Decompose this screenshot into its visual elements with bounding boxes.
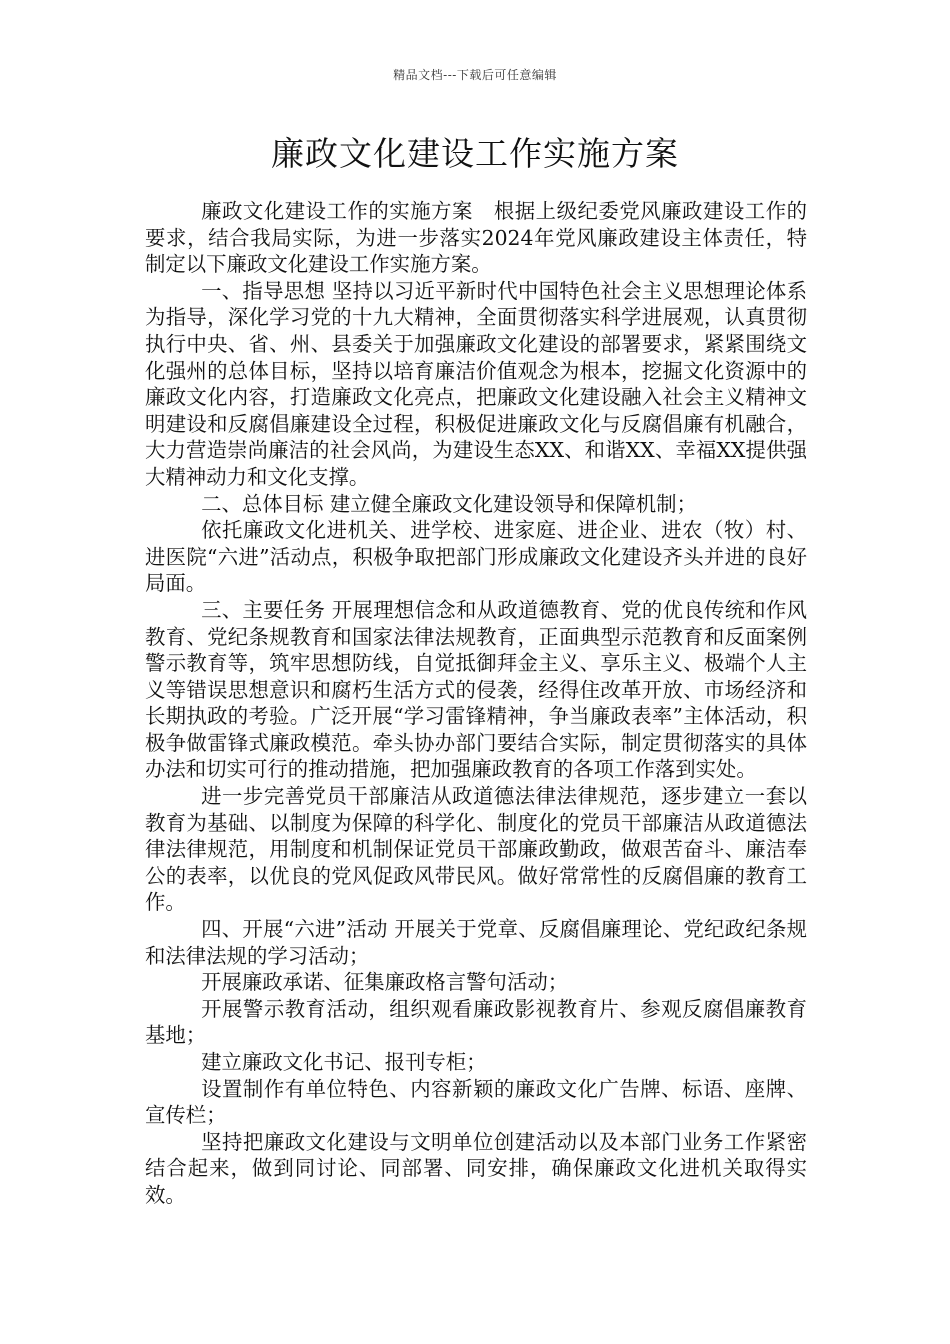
paragraph-overall-goal: 二、总体目标 建立健全廉政文化建设领导和保障机制； (201, 491, 697, 516)
header-note: 精品文档---下载后可任意编辑 (393, 68, 557, 82)
paragraph-improve-norms: 进一步完善党员干部廉洁从政道德法律法律规范，逐步建立一套以教育为基础、以制度为保障的科学化、制度化的党员干部廉洁从政道德法律法律规范，用制度和机制保证党员干部廉政勤政，做艰苦奋斗、廉洁奉公的表率，以优良的党风促政风带民风。做好常常性的反腐倡廉的教育工作。 (145, 784, 807, 915)
paragraph-six-entries: 依托廉政文化进机关、进学校、进家庭、进企业、进农（牧）村、进医院“六进”活动点，积极争取把部门形成廉政文化建设齐头并进的良好局面。 (145, 518, 807, 596)
paragraph-guiding-ideology: 一、指导思想 坚持以习近平新时代中国特色社会主义思想理论体系为指导，深化学习党的十九大精神，全面贯彻落实科学进展观，认真贯彻执行中央、省、州、县委关于加强廉政文化建设的部署要求，紧紧围绕文化强州的总体目标，坚持以培育廉洁价值观念为根本，挖掘文化资源中的廉政文化内容，打造廉政文化亮点，把廉政文化建设融入社会主义精神文明建设和反腐倡廉建设全过程，积极促进廉政文化与反腐倡廉有机融合，大力营造崇尚廉洁的社会风尚，为建设生态XX、和谐XX、幸福XX提供强大精神动力和文化支撑。 (145, 278, 807, 489)
paragraph-integration: 坚持把廉政文化建设与文明单位创建活动以及本部门业务工作紧密结合起来，做到同讨论、同部署、同安排，确保廉政文化进机关取得实效。 (145, 1129, 807, 1207)
paragraph-warning-education: 开展警示教育活动，组织观看廉政影视教育片、参观反腐倡廉教育基地； (145, 996, 807, 1048)
paragraph-intro: 廉政文化建设工作的实施方案 根据上级纪委党风廉政建设工作的要求，结合我局实际，为进一步落实2024年党风廉政建设主体责任，特制定以下廉政文化建设工作实施方案。 (145, 199, 807, 277)
paragraph-signboards: 设置制作有单位特色、内容新颖的廉政文化广告牌、标语、座牌、宣传栏； (145, 1076, 807, 1128)
document-body (145, 198, 807, 1209)
paragraph-commitment: 开展廉政承诺、征集廉政格言警句活动； (201, 970, 569, 995)
paragraph-six-entries-activities: 四、开展“六进”活动 开展关于党章、反腐倡廉理论、党纪政纪条规和法律法规的学习活动； (145, 917, 807, 968)
paragraph-main-tasks: 三、主要任务 开展理想信念和从政道德教育、党的优良传统和作风教育、党纪条规教育和国家法律法规教育，正面典型示范教育和反面案例警示教育等，筑牢思想防线，自觉抵御拜金主义、享乐主义、极端个人主义等错误思想意识和腐朽生活方式的侵袭，经得住改革开放、市场经济和长期执政的考验。广泛开展“学习雷锋精神，争当廉政表率”主体活动，积极争做雷锋式廉政模范。牵头协办部门要结合实际，制定贯彻落实的具体办法和切实可行的推动措施，把加强廉政教育的各项工作落到实处。 (145, 597, 807, 782)
document-title: 廉政文化建设工作实施方案 (271, 134, 679, 173)
paragraph-book-corner: 建立廉政文化书记、报刊专柜； (201, 1050, 487, 1074)
